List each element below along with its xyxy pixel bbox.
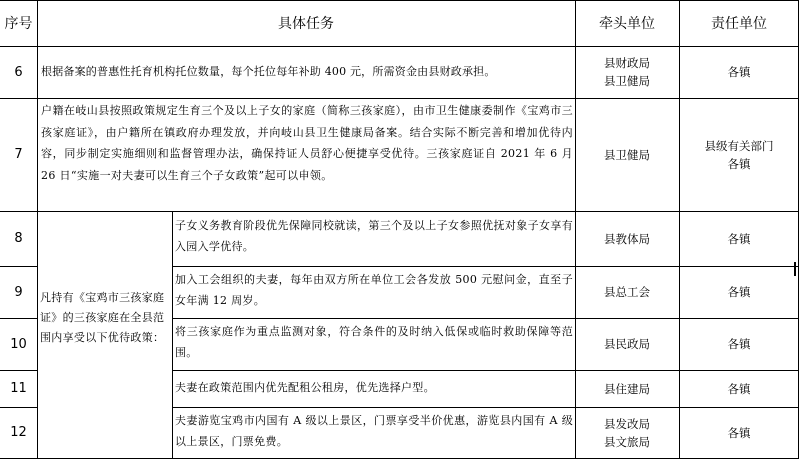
lead-unit bbox=[575, 318, 679, 370]
lead-unit-name: 县文旅局 bbox=[604, 434, 650, 449]
row-seq: 8 bbox=[14, 231, 23, 246]
lead-unit bbox=[575, 211, 679, 266]
lead-unit bbox=[575, 407, 679, 458]
lead-unit-name: 县发改局 bbox=[604, 416, 650, 431]
responsible-unit-name: 各镇 bbox=[727, 425, 751, 440]
col-divider bbox=[37, 0, 38, 459]
merged-condition: 凡持有《宝鸡市三孩家庭证》的三孩家庭在全县范围内享受以下优待政策： bbox=[40, 291, 165, 344]
responsible-unit bbox=[679, 318, 799, 370]
lead-unit-name: 县住建局 bbox=[604, 381, 650, 396]
header-seq: 序号 bbox=[4, 16, 33, 32]
responsible-unit bbox=[679, 98, 799, 211]
responsible-unit bbox=[679, 266, 799, 318]
responsible-unit-name: 各镇 bbox=[727, 285, 751, 299]
row-seq: 10 bbox=[10, 336, 27, 352]
lead-unit-name: 县卫健局 bbox=[604, 74, 650, 88]
row-seq: 11 bbox=[10, 381, 27, 396]
header-task: 具体任务 bbox=[278, 16, 334, 32]
responsible-unit-name: 各镇 bbox=[727, 381, 751, 396]
lead-unit-name: 县卫健局 bbox=[604, 147, 650, 162]
row-seq: 9 bbox=[14, 284, 23, 300]
lead-unit bbox=[575, 98, 679, 211]
lead-unit-name: 县教体局 bbox=[604, 231, 650, 246]
col-divider bbox=[172, 211, 173, 459]
task-text: 根据备案的普惠性托育机构托位数量，每个托位每年补助 400 元，所需资金由县财政承担。 bbox=[41, 65, 496, 78]
lead-unit bbox=[575, 370, 679, 407]
lead-unit bbox=[575, 46, 679, 98]
responsible-unit-name: 各镇 bbox=[727, 156, 751, 171]
task-text: 户籍在岐山县按照政策规定生育三个及以上子女的家庭（简称三孩家庭），由市卫生健康委制作《宝鸡市三孩家庭证》，由户籍所在镇政府办理发放，并向岐山县卫生健康局备案。结合实际不断完善和增加优待内容，同步制定实施细则和监督管理办法，确保持证人员舒心便捷享受优待。三孩家庭证自 2021 年 6 月 26 日“实施一对夫妻可以生育三个子女政策”起可以申领。 bbox=[41, 104, 573, 182]
responsible-unit-name: 各镇 bbox=[727, 65, 751, 79]
lead-unit-name: 县总工会 bbox=[604, 285, 650, 299]
row-seq: 12 bbox=[10, 425, 27, 440]
header-responsible-unit: 责任单位 bbox=[711, 16, 767, 32]
lead-unit bbox=[575, 266, 679, 318]
task-text: 加入工会组织的夫妻，每年由双方所在单位工会各发放 500 元慰问金，直至子女年满 12 周岁。 bbox=[175, 273, 573, 307]
responsible-unit bbox=[679, 211, 799, 266]
row-seq: 6 bbox=[14, 64, 23, 80]
lead-unit-name: 县财政局 bbox=[604, 56, 650, 70]
task-text: 将三孩家庭作为重点监测对象，符合条件的及时纳入低保或临时救助保障等范围。 bbox=[175, 325, 573, 359]
task-text: 夫妻游览宝鸡市内国有 A 级以上景区，门票享受半价优惠，游览县内国有 A 级以上景区，门票免费。 bbox=[175, 414, 573, 448]
responsible-unit-name: 各镇 bbox=[727, 231, 751, 246]
task-text: 子女义务教育阶段优先保障同校就读，第三个及以上子女参照优抚对象子女享有入园入学优待。 bbox=[175, 219, 573, 253]
task-text: 夫妻在政策范围内优先配租公租房，优先选择户型。 bbox=[175, 381, 435, 394]
row-seq: 7 bbox=[14, 147, 23, 162]
responsible-unit bbox=[679, 46, 799, 98]
responsible-unit bbox=[679, 407, 799, 458]
responsible-unit bbox=[679, 370, 799, 407]
lead-unit-name: 县民政局 bbox=[604, 337, 650, 351]
header-lead-unit: 牵头单位 bbox=[599, 16, 655, 32]
responsible-unit-name: 县级有关部门 bbox=[704, 138, 774, 153]
responsible-unit-name: 各镇 bbox=[727, 337, 751, 351]
